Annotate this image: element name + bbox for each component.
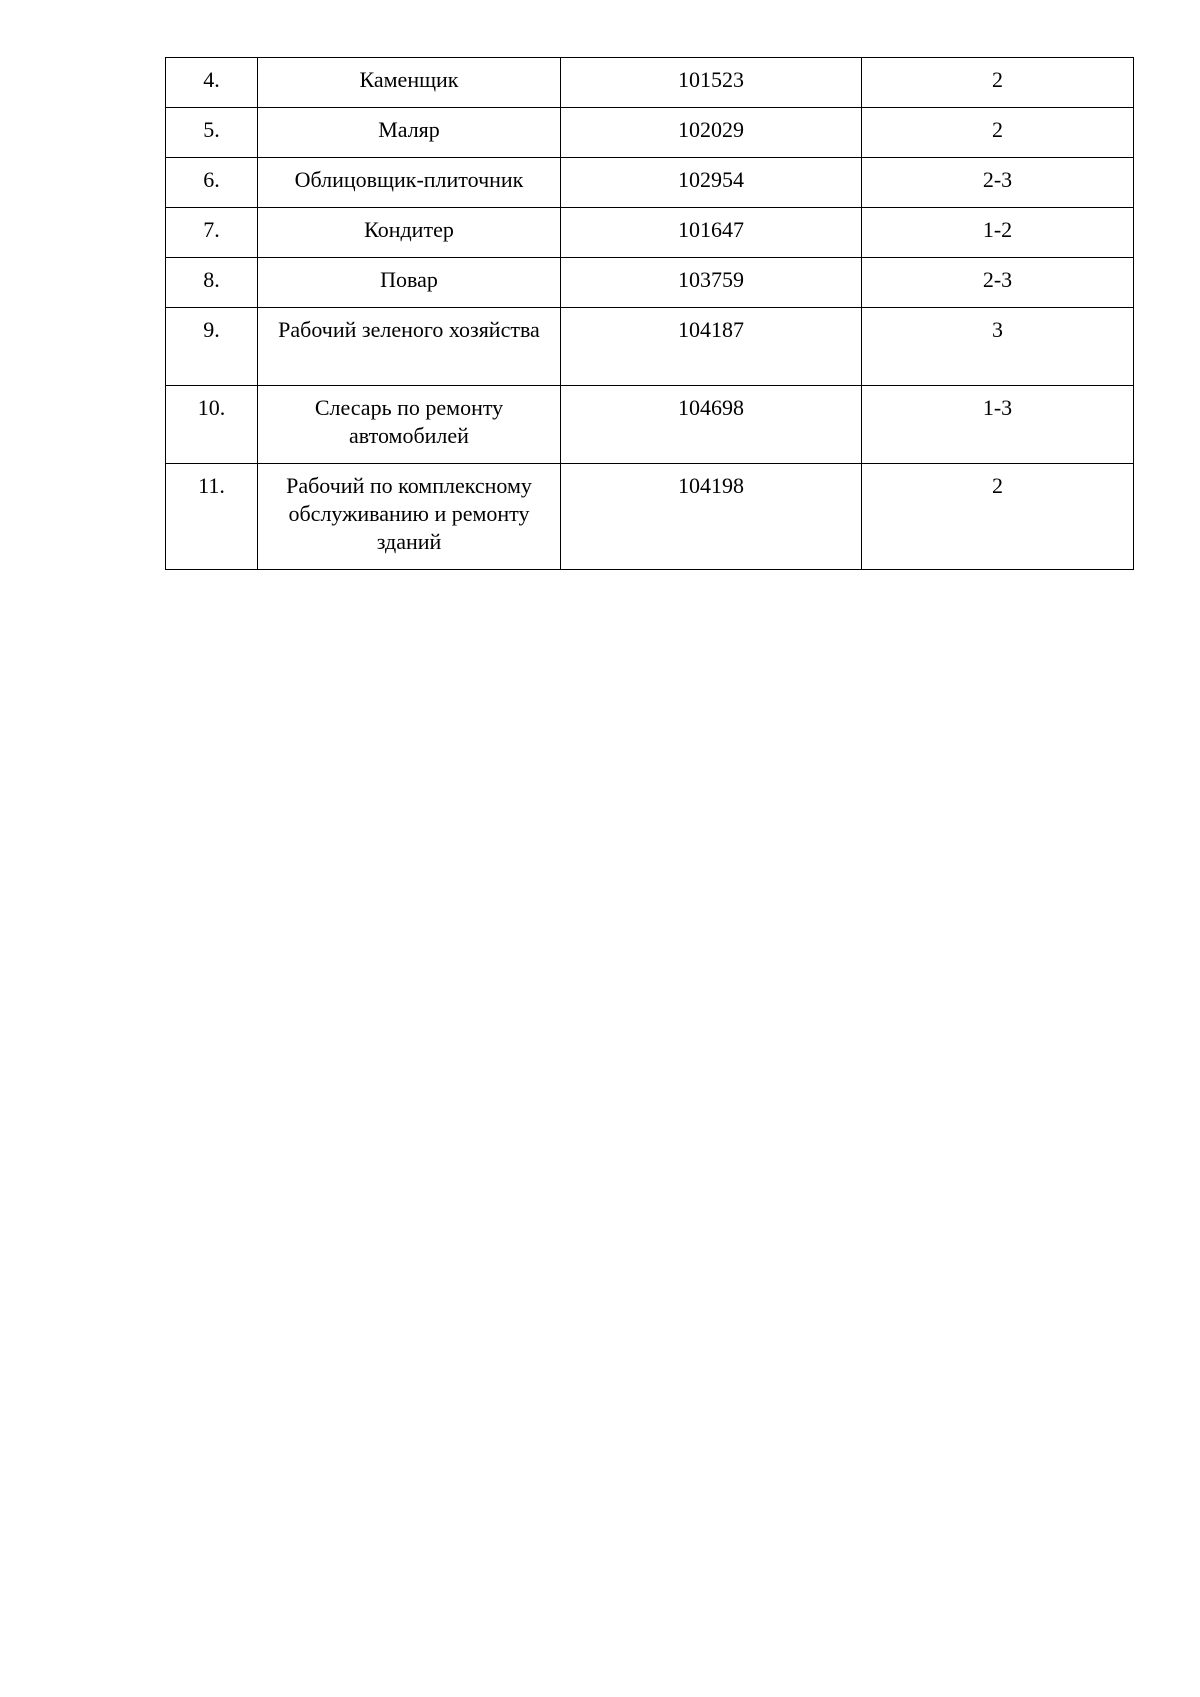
- profession-cell: Кондитер: [258, 208, 561, 258]
- grade-cell: 2: [862, 108, 1134, 158]
- table-row: [166, 208, 1134, 258]
- grade-cell: 2-3: [862, 258, 1134, 308]
- table-row: [166, 308, 1134, 386]
- table-row: [166, 158, 1134, 208]
- row-number-cell: 4.: [166, 58, 258, 108]
- row-number-cell: 6.: [166, 158, 258, 208]
- code-cell: 103759: [561, 258, 862, 308]
- profession-cell: Рабочий зеленого хозяйства: [258, 308, 561, 386]
- row-number-cell: 7.: [166, 208, 258, 258]
- table-row: [166, 258, 1134, 308]
- code-cell: 104198: [561, 464, 862, 570]
- profession-cell: Слесарь по ремонту автомобилей: [258, 386, 561, 464]
- table-row: [166, 108, 1134, 158]
- row-number-cell: 8.: [166, 258, 258, 308]
- grade-cell: 2: [862, 464, 1134, 570]
- profession-cell: Каменщик: [258, 58, 561, 108]
- code-cell: 102029: [561, 108, 862, 158]
- code-cell: 102954: [561, 158, 862, 208]
- table-row: [166, 464, 1134, 570]
- grade-cell: 2-3: [862, 158, 1134, 208]
- code-cell: 101647: [561, 208, 862, 258]
- code-cell: 101523: [561, 58, 862, 108]
- row-number-cell: 11.: [166, 464, 258, 570]
- grade-cell: 1-2: [862, 208, 1134, 258]
- grade-cell: 3: [862, 308, 1134, 386]
- profession-cell: Маляр: [258, 108, 561, 158]
- row-number-cell: 10.: [166, 386, 258, 464]
- grade-cell: 2: [862, 58, 1134, 108]
- row-number-cell: 9.: [166, 308, 258, 386]
- profession-cell: Облицовщик-плиточник: [258, 158, 561, 208]
- table-row: [166, 58, 1134, 108]
- profession-cell: Рабочий по комплексному обслуживанию и ремонту зданий: [258, 464, 561, 570]
- table-row: [166, 386, 1134, 464]
- profession-cell: Повар: [258, 258, 561, 308]
- grade-cell: 1-3: [862, 386, 1134, 464]
- code-cell: 104698: [561, 386, 862, 464]
- professions-table: [165, 57, 1134, 570]
- row-number-cell: 5.: [166, 108, 258, 158]
- code-cell: 104187: [561, 308, 862, 386]
